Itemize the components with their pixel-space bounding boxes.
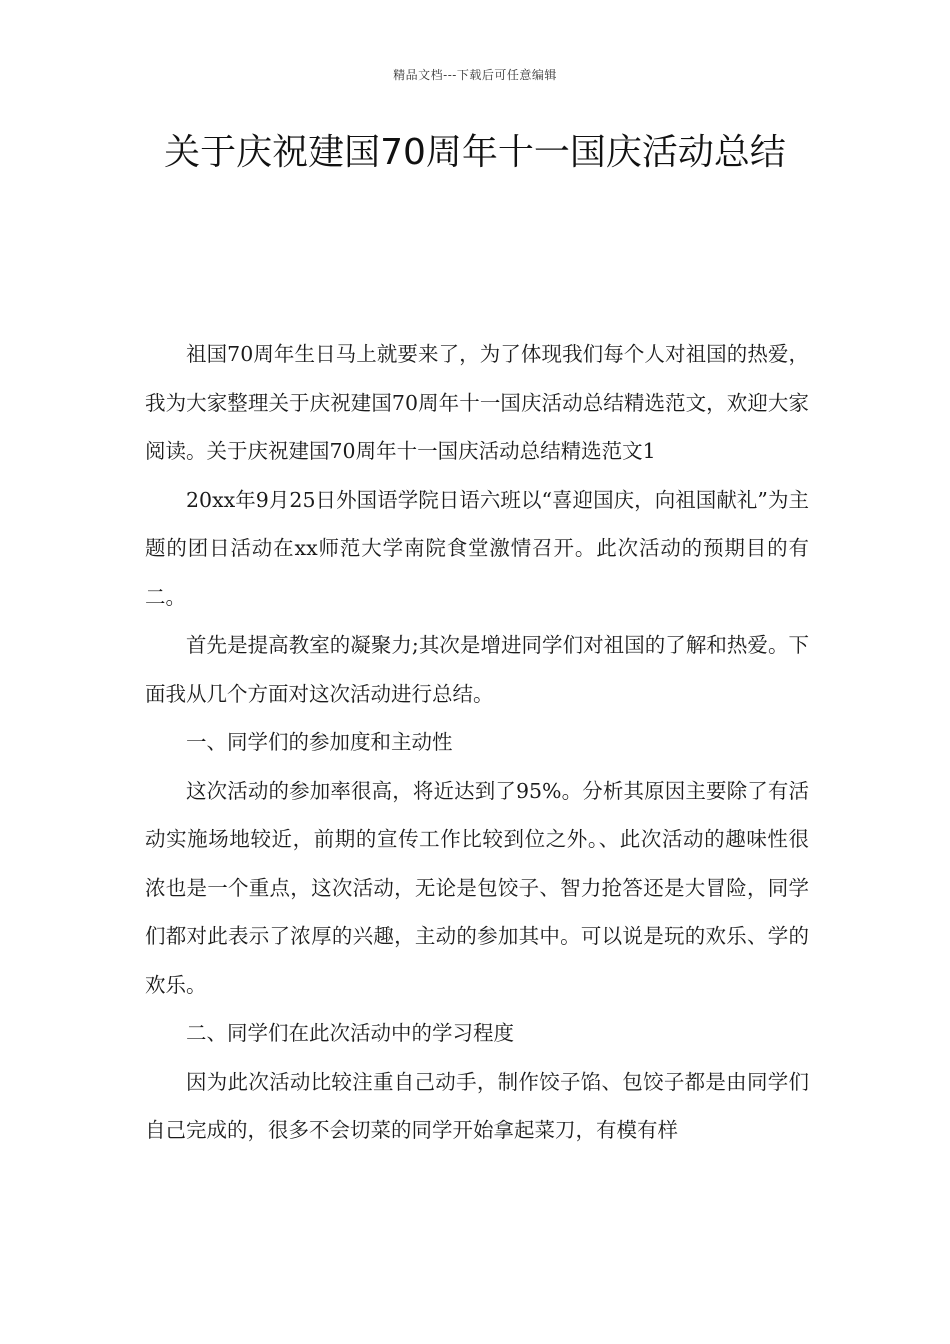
paragraph-learning: 因为此次活动比较注重自己动手，制作饺子馅、包饺子都是由同学们自己完成的，很多不会切菜的同学开始拿起菜刀，有模有样 — [145, 1069, 809, 1142]
header-note: 精品文档---下载后可任意编辑 — [393, 68, 557, 82]
document-body — [145, 330, 809, 1155]
paragraph-intro: 祖国70周年生日马上就要来了，为了体现我们每个人对祖国的热爱，我为大家整理关于庆祝建国70周年十一国庆活动总结精选范文，欢迎大家阅读。关于庆祝建国70周年十一国庆活动总结精选范文1 — [145, 342, 809, 463]
section-heading-participation: 一、同学们的参加度和主动性 — [186, 730, 453, 754]
paragraph-purpose: 首先是提高教室的凝聚力;其次是增进同学们对祖国的了解和热爱。下面我从几个方面对这次活动进行总结。 — [145, 633, 809, 706]
section-heading-learning: 二、同学们在此次活动中的学习程度 — [186, 1021, 514, 1045]
paragraph-participation: 这次活动的参加率很高，将近达到了95%。分析其原因主要除了有活动实施场地较近，前期的宣传工作比较到位之外。、此次活动的趣味性很浓也是一个重点，这次活动，无论是包饺子、智力抢答还是大冒险，同学们都对此表示了浓厚的兴趣，主动的参加其中。可以说是玩的欢乐、学的欢乐。 — [145, 778, 809, 997]
paragraph-event: 20xx年9月25日外国语学院日语六班以“喜迎国庆，向祖国献礼”为主题的团日活动在xx师范大学南院食堂激情召开。此次活动的预期目的有二。 — [145, 487, 809, 609]
document-title: 关于庆祝建国70周年十一国庆活动总结 — [164, 132, 786, 173]
